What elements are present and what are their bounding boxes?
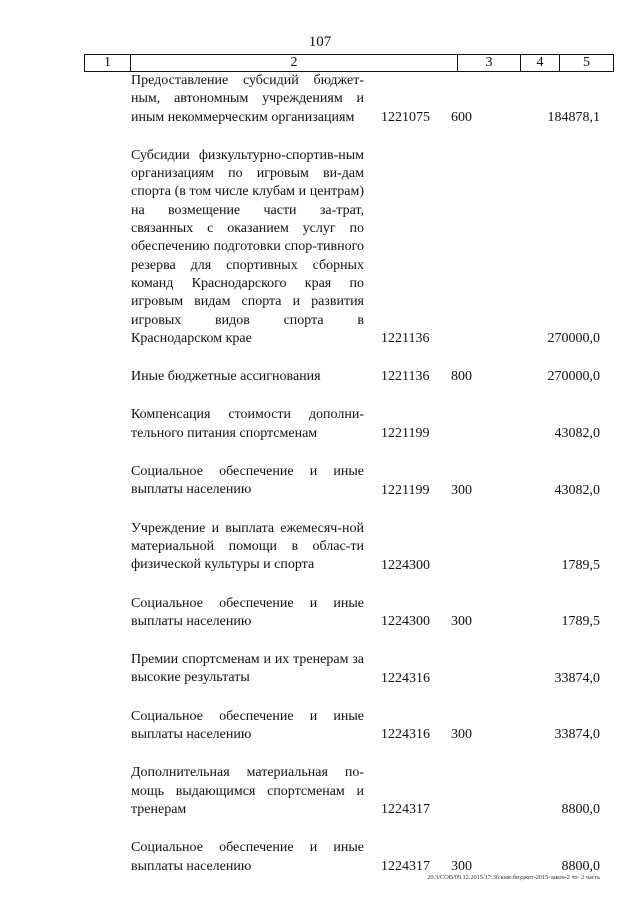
row-description: Социальное обеспечение и иные выплаты населению (131, 708, 364, 743)
row-type: 300 (451, 482, 472, 498)
row-code: 1224300 (381, 557, 430, 573)
row-type: 300 (451, 614, 472, 630)
table-row (0, 463, 640, 500)
row-code: 1224317 (381, 858, 430, 874)
header-col-4: 4 (521, 55, 560, 71)
row-description: Предоставление субсидий бюджет-ным, автономным учреждениям и иным некоммерческим организациям (131, 73, 364, 125)
row-type: 300 (451, 727, 472, 743)
table-row (0, 764, 640, 819)
header-col-5: 5 (583, 55, 590, 70)
table-row (0, 72, 640, 127)
row-description: Субсидии физкультурно-спортив-ным организациям по игровым ви-дам спорта (в том числе клубам и центрам) на возмещение части за-трат, связанных с оказанием услуг по обеспечению подготовки спор-тивного резерва для спортивных сборных команд Краснодарского края по игровым видам спорта и развития игровых видов спорта в Краснодарском крае (131, 147, 364, 346)
row-description: Компенсация стоимости дополни-тельного питания спортсменам (131, 407, 364, 441)
row-type: 600 (451, 109, 472, 125)
row-code: 1221199 (381, 426, 430, 442)
row-description: Социальное обеспечение и иные выплаты населению (131, 840, 364, 874)
row-description: Иные бюджетные ассигнования (131, 369, 321, 385)
table-row (0, 595, 640, 632)
row-amount: 270000,0 (547, 331, 600, 347)
header-col-1: 1 (85, 55, 131, 71)
row-code: 1221136 (381, 331, 430, 347)
table-body (0, 72, 640, 896)
page-number: 107 (308, 34, 332, 50)
table-row (0, 406, 640, 443)
row-description: Социальное обеспечение и иные выплаты населению (131, 595, 364, 629)
row-type: 300 (451, 858, 472, 874)
table-header (84, 54, 614, 72)
row-description: Учреждение и выплата ежемесяч-ной материальной помощи в облас-ти физической культуры и спорта (131, 520, 364, 573)
row-description: Премии спортсменам и их тренерам за высокие результаты (131, 652, 364, 686)
row-code: 1224317 (381, 802, 430, 818)
row-amount: 1789,5 (561, 614, 600, 630)
row-code: 1221136 (381, 369, 430, 385)
row-description: Дополнительная материальная по-мощь выдающимся спортсменам и тренерам (131, 765, 364, 817)
row-amount: 1789,5 (561, 557, 600, 573)
row-type: 800 (451, 369, 472, 385)
row-amount: 43082,0 (554, 426, 600, 442)
document-footer-stamp: 20.3/СОВ/09.12.2015/17:36/кмк-бюджет-2015-закон-2 чт- 2 часть (427, 874, 600, 881)
header-col-3: 3 (458, 55, 521, 71)
row-code: 1221075 (381, 109, 430, 125)
row-amount: 270000,0 (547, 369, 600, 385)
header-col-2: 2 (131, 55, 458, 71)
row-code: 1224316 (381, 727, 430, 743)
table-row (0, 147, 640, 348)
table-row (0, 368, 640, 386)
row-amount: 33874,0 (554, 727, 600, 743)
table-row (0, 839, 640, 876)
row-amount: 43082,0 (554, 482, 600, 498)
table-row (0, 651, 640, 688)
row-amount: 33874,0 (554, 670, 600, 686)
table-row (0, 520, 640, 575)
row-code: 1224316 (381, 670, 430, 686)
row-amount: 8800,0 (561, 858, 600, 874)
row-description: Социальное обеспечение и иные выплаты населению (131, 464, 364, 498)
row-amount: 8800,0 (561, 802, 600, 818)
row-code: 1221199 (381, 482, 430, 498)
row-code: 1224300 (381, 614, 430, 630)
table-row (0, 708, 640, 745)
row-amount: 184878,1 (547, 109, 600, 125)
